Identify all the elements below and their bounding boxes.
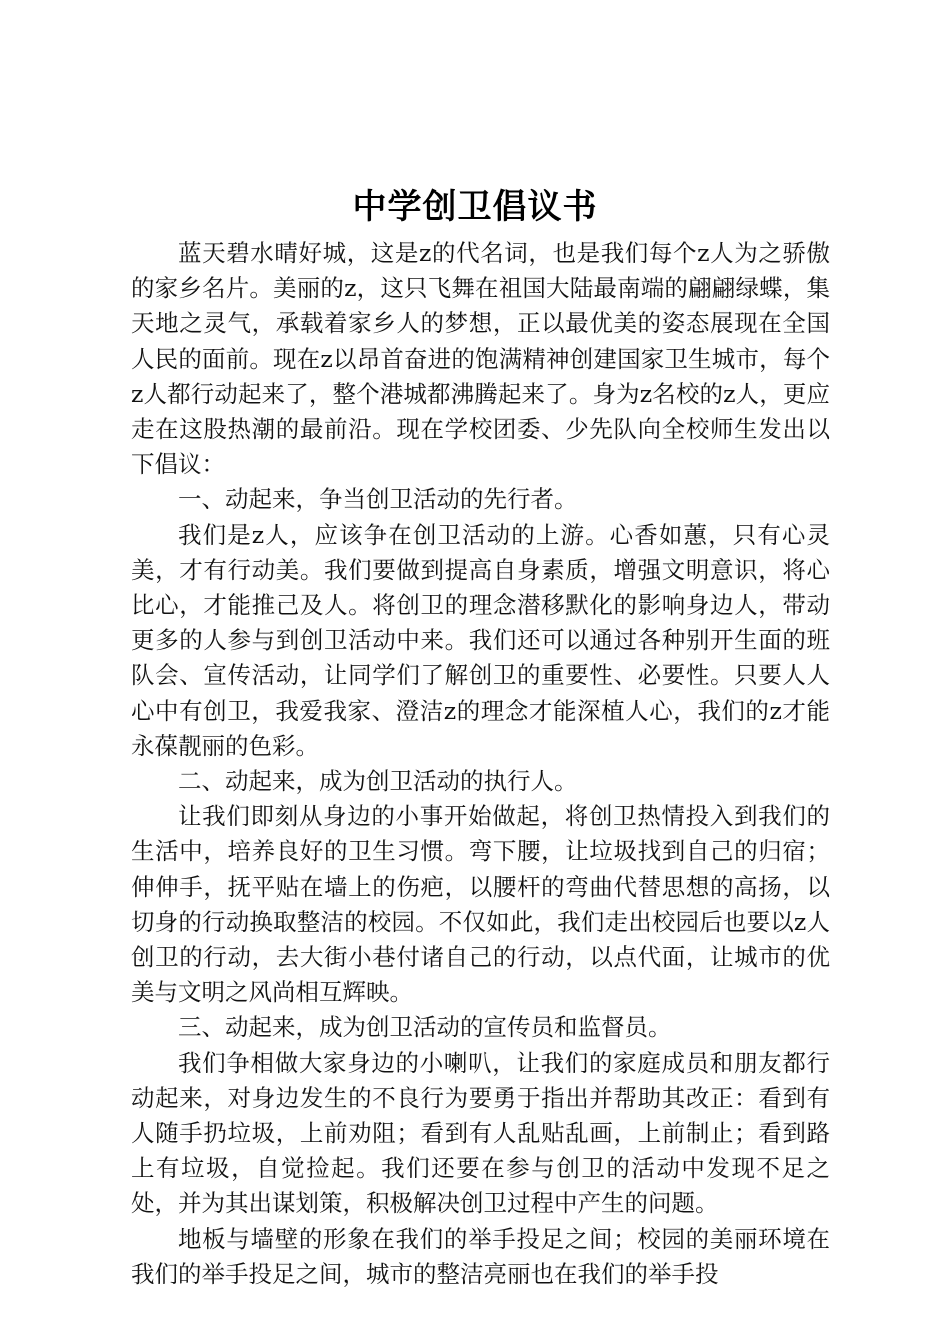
section-heading-3: 三、动起来，成为创卫活动的宣传员和监督员。 <box>178 1013 672 1042</box>
paragraph-section-1: 我们是z人，应该争在创卫活动的上游。心香如蕙，只有心灵美，才有行动美。我们要做到提高自身素质，增强文明意识，将心比心，才能推己及人。将创卫的理念潜移默化的影响身边人，带动更多的人参与到创卫活动中来。我们还可以通过各种别开生面的班队会、宣传活动，让同学们了解创卫的重要性、必要性。只要人人心中有创卫，我爱我家、澄洁z的理念才能深植人心，我们的z才能永葆靓丽的色彩。 <box>131 520 830 760</box>
section-heading-1: 一、动起来，争当创卫活动的先行者。 <box>178 485 578 514</box>
document-title: 中学创卫倡议书 <box>352 187 598 227</box>
section-heading-2: 二、动起来，成为创卫活动的执行人。 <box>178 767 578 796</box>
paragraph-section-2: 让我们即刻从身边的小事开始做起，将创卫热情投入到我们的生活中，培养良好的卫生习惯。弯下腰，让垃圾找到自己的归宿；伸伸手，抚平贴在墙上的伤疤，以腰杆的弯曲代替思想的高扬，以切身的行动换取整洁的校园。不仅如此，我们走出校园后也要以z人创卫的行动，去大街小巷付诸自己的行动，以点代面，让城市的优美与文明之风尚相互辉映。 <box>131 802 830 1007</box>
document-body <box>131 236 830 1292</box>
paragraph-section-3: 我们争相做大家身边的小喇叭，让我们的家庭成员和朋友都行动起来，对身边发生的不良行为要勇于指出并帮助其改正：看到有人随手扔垃圾，上前劝阻；看到有人乱贴乱画，上前制止；看到路上有垃圾，自觉捡起。我们还要在参与创卫的活动中发现不足之处，并为其出谋划策，积极解决创卫过程中产生的问题。 <box>131 1048 830 1218</box>
paragraph-closing: 地板与墙壁的形象在我们的举手投足之间；校园的美丽环境在我们的举手投足之间，城市的整洁亮丽也在我们的举手投 <box>131 1224 830 1288</box>
paragraph-intro: 蓝天碧水晴好城，这是z的代名词，也是我们每个z人为之骄傲的家乡名片。美丽的z，这只飞舞在祖国大陆最南端的翩翩绿蝶，集天地之灵气，承载着家乡人的梦想，正以最优美的姿态展现在全国人民的面前。现在z以昂首奋进的饱满精神创建国家卫生城市，每个z人都行动起来了，整个港城都沸腾起来了。身为z名校的z人，更应走在这股热潮的最前沿。现在学校团委、少先队向全校师生发出以下倡议： <box>131 239 830 479</box>
